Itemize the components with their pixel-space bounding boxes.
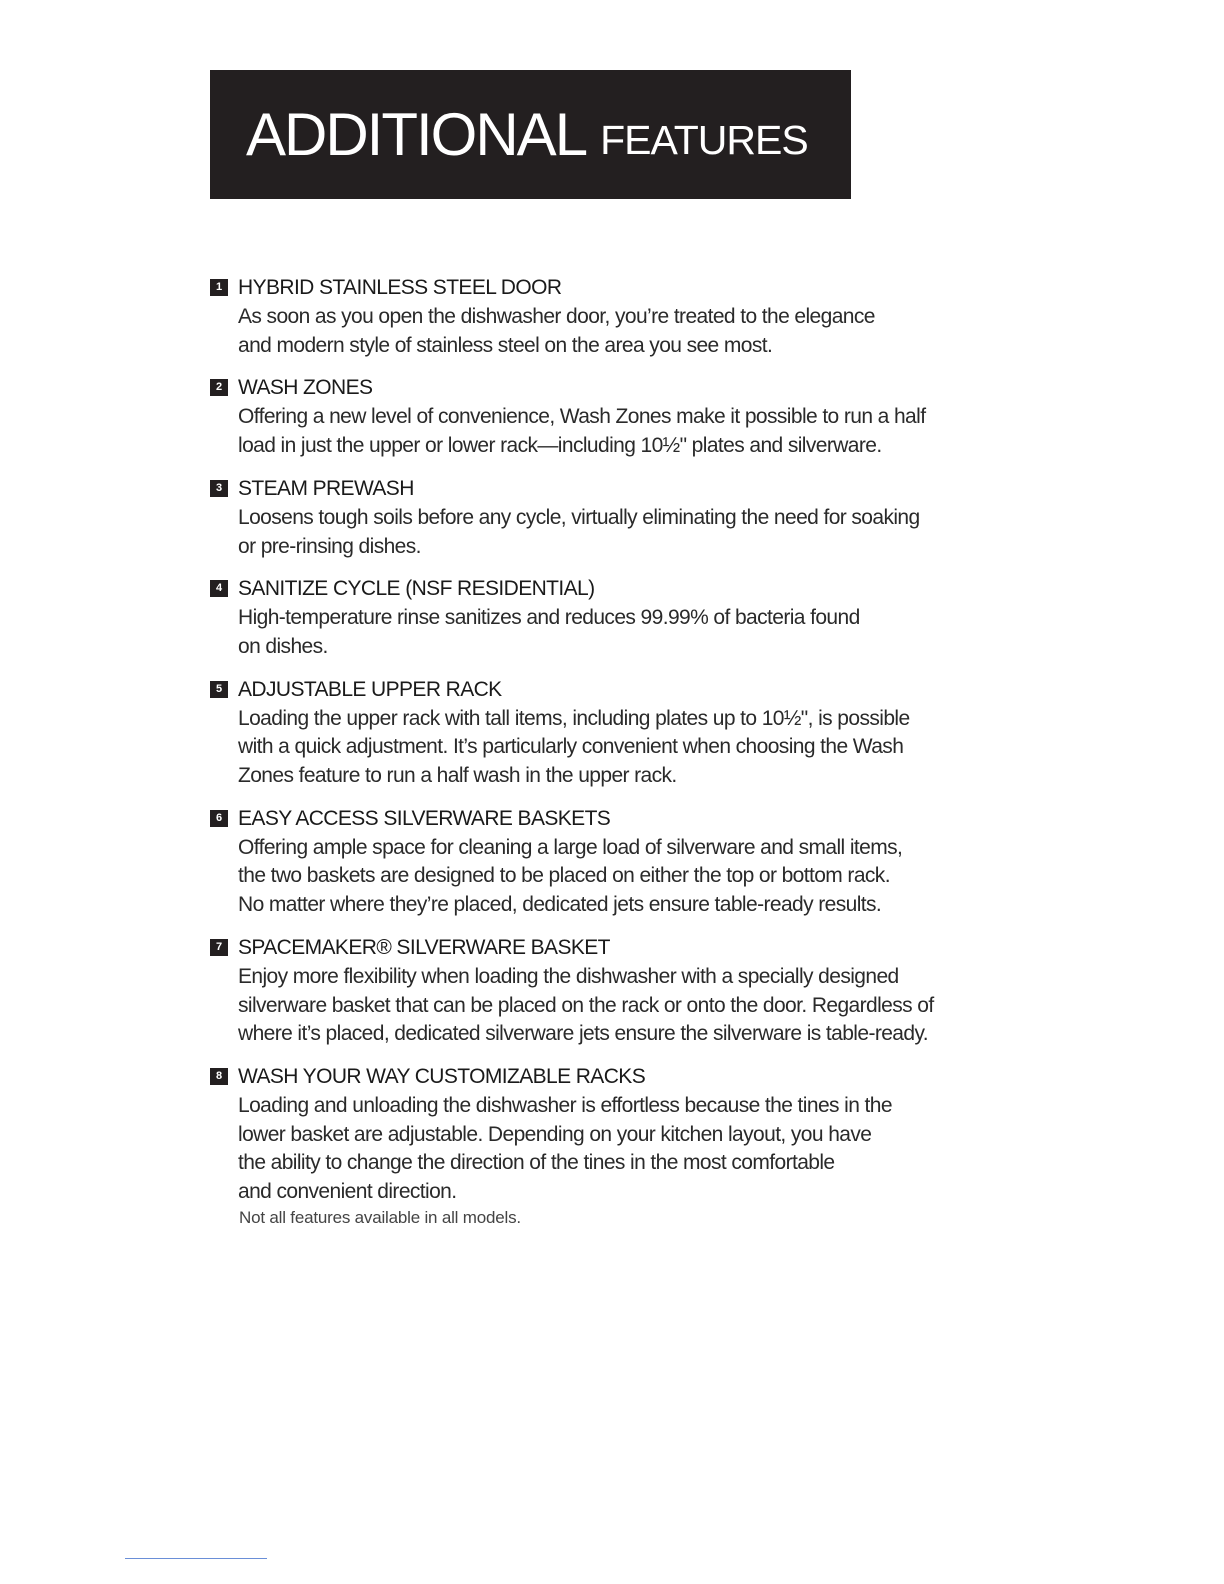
feature-item-sanitize-cycle xyxy=(210,573,990,661)
feature-description: As soon as you open the dishwasher door, you’re treated to the elegance and modern style of stainless steel on the area you see most. xyxy=(238,305,875,357)
feature-heading: ADJUSTABLE UPPER RACK xyxy=(238,677,502,701)
feature-number-badge: 4 xyxy=(210,580,228,597)
feature-description: Loading and unloading the dishwasher is effortless because the tines in the lower basket are adjustable. Depending on your kitchen layout, you have the ability to change the direction of the tines in the most comfortable and convenient direction. xyxy=(238,1093,892,1204)
feature-number-badge: 1 xyxy=(210,279,228,296)
feature-heading: STEAM PREWASH xyxy=(238,476,414,500)
feature-heading: WASH ZONES xyxy=(238,376,373,400)
feature-item-wash-zones xyxy=(210,372,990,460)
feature-description: Enjoy more flexibility when loading the dishwasher with a specially designed silverware basket that can be placed on the rack or onto the door. Regardless of where it’s placed, dedicated silverware jets ensure the silverware is table-ready. xyxy=(238,964,934,1046)
feature-heading: SANITIZE CYCLE (NSF RESIDENTIAL) xyxy=(238,577,595,601)
feature-number-badge: 7 xyxy=(210,939,228,956)
feature-item-silverware-baskets xyxy=(210,803,990,920)
bottom-divider xyxy=(125,1558,267,1559)
feature-heading: HYBRID STAINLESS STEEL DOOR xyxy=(238,276,562,299)
feature-number-badge: 6 xyxy=(210,810,228,827)
feature-heading: SPACEMAKER® SILVERWARE BASKET xyxy=(238,935,610,959)
feature-item-steam-prewash xyxy=(210,473,990,561)
feature-list xyxy=(210,272,990,1219)
availability-footnote: Not all features available in all models. xyxy=(239,1208,521,1227)
feature-description: Loading the upper rack with tall items, including plates up to 10½", is possible with a quick adjustment. It’s particularly convenient when choosing the Wash Zones feature to run a half wash in the upper rack. xyxy=(238,706,910,788)
feature-item-customizable-racks xyxy=(210,1061,990,1207)
feature-number-badge: 3 xyxy=(210,480,228,497)
feature-number-badge: 2 xyxy=(210,379,228,396)
page-title-sub: FEATURES xyxy=(600,117,808,163)
page-title-banner xyxy=(210,70,851,199)
feature-item-spacemaker-basket xyxy=(210,932,990,1049)
feature-description: Offering ample space for cleaning a large load of silverware and small items, the two baskets are designed to be placed on either the top or bottom rack. No matter where they’re placed, dedicated jets ensure table-ready results. xyxy=(238,835,903,917)
feature-heading: WASH YOUR WAY CUSTOMIZABLE RACKS xyxy=(238,1064,646,1088)
feature-description: High-temperature rinse sanitizes and reduces 99.99% of bacteria found on dishes. xyxy=(238,606,860,658)
feature-number-badge: 5 xyxy=(210,681,228,698)
feature-description: Loosens tough soils before any cycle, virtually eliminating the need for soaking or pre-rinsing dishes. xyxy=(238,505,920,558)
page-title-main: ADDITIONAL xyxy=(246,100,587,168)
feature-description: Offering a new level of convenience, Wash Zones make it possible to run a half load in just the upper or lower rack—including 10½" plates and silverware. xyxy=(238,405,926,458)
feature-item-adjustable-upper-rack xyxy=(210,674,990,791)
feature-item-hybrid-door xyxy=(210,272,990,360)
feature-number-badge: 8 xyxy=(210,1068,228,1085)
feature-heading: EASY ACCESS SILVERWARE BASKETS xyxy=(238,806,611,830)
